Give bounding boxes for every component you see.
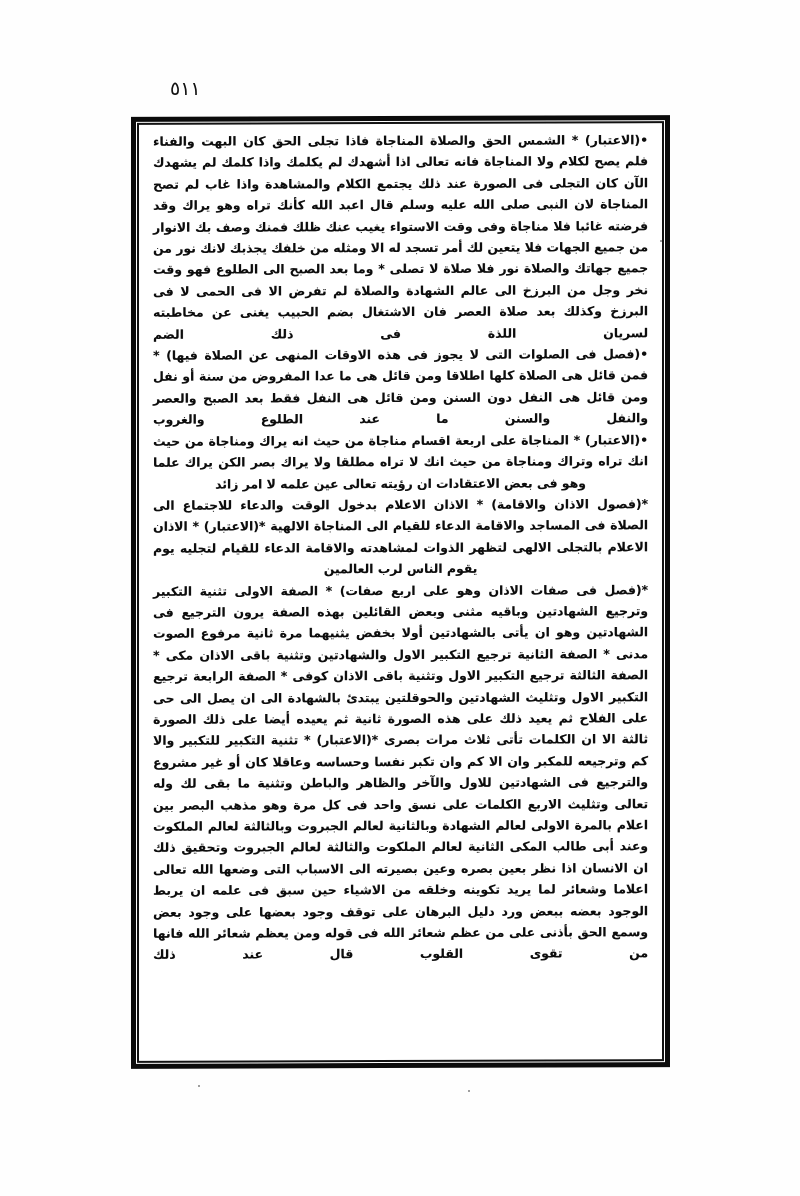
text-block: [146, 127, 655, 1057]
paragraph-al-itibar-munajat: •(الاعتبار) * المناجاة على اربعة اقسام مناجاة من حيث انه يراك ومناجاة من حيث انك تراه وتراك ومناجاة من حيث انك لا تراه مطلقا ولا يراك بصر الكن يراك علما وهو فى بعض الاعتقادات ان رؤيته تعالى عين علمه لا امر زائد: [153, 431, 648, 492]
paragraph-al-itibar-1: •(الاعتبار) * الشمس الحق والصلاة المناجاة فاذا تجلى الحق كان البهت والفناء فلم يصح لكلام ولا المناجاة فانه تعالى اذا أشهدك لم يكلمك واذا كلمك لم يشهدك الآن كان التجلى فى الصورة عند ذلك يجتمع الكلام والمشاهدة واذا غاب لم تصح المناجاة لان النبى صلى الله عليه وسلم قال اعبد الله كأنك تراه وهو يراك وقد فرضته غائبا فلا مناجاة وفى وقت الاستواء يغيب عنك ظلك فمنك وصف بك الانوار من جميع الجهات فلا يتعين لك أمر تسجد له الا ومثله من خلفك يجذبك لانك نور من جميع جهاتك والصلاة نور فلا صلاة لا تصلى * وما بعد الصبح الى الطلوع فهو وقت نخر وجل من البرزخ الى عالم الشهادة والصلاة لم تفرض الا فى الحمى لا فى البرزخ وكذلك بعد صلاة العصر فان الاشتغال بضم الحبيب يغنى عن مخاطبته لسريان اللذة فى ذلك الضم: [153, 132, 648, 342]
scan-speck: [468, 1090, 470, 1092]
paragraph-fusul-adhan-iqama: *(فصول الاذان والاقامة) * الاذان الاعلام بدخول الوقت والدعاء للاجتماع الى الصلاة فى المساجد والاقامة الدعاء للقيام الى المناجاة الالهية *(الاعتبار) * الاذان الاعلام بالتجلى الالهى لتظهر الذوات لمشاهدته والاقامة الدعاء للقيام لتجليه يوم يقوم الناس لرب العالمين: [153, 496, 648, 577]
paragraph-fasl-sifat-adhan: *(فصل فى صفات الاذان وهو على اربع صفات) * الصفة الاولى تثنية التكبير وترجيع الشهادتين وباقيه مثنى وبعض القائلين بهذه الصفة يرون الترجيع فى الشهادتين وهو ان يأتى بالشهادتين أولا بخفض يثنيهما مرة ثانية مرفوع الصوت مدنى * الصفة الثانية ترجيع التكبير الاول والشهادتين وتثنية باقى الاذان مكى * الصفة الثالثة ترجيع التكبير الاول وتثنية باقى الاذان كوفى * الصفة الرابعة ترجيع التكبير الاول وتثليث الشهادتين والحوقلتين يبتدئ بالشهادة الى ان يصل الى حى على الفلاح ثم يعيد ذلك على هذه الصورة ثانية ثم يعيده أيضا على ذلك الصورة ثالثة الا ان الكلمات تأتى ثلاث مرات بصرى *(الاعتبار) * تثنية التكبير للتكبير والا كم وترجيعه للمكبر وان الا كم وان تكبر نفسا وحساسه وعاقلا كان أو غير مشروع والترجيع فى الشهادتين للاول والآخر والظاهر والباطن وتثنية ما بقى لك وله تعالى وتثليث الاربع الكلمات على نسق واحد فى كل مرة وهو مذهب البصر بين اعلام بالمرة الاولى لعالم الشهادة وبالثانية لعالم الجبروت وبالثالثة لعالم الملكوت وعند أبى طالب المكى الثانية لعالم الملكوت والثالثة لعالم الجبروت وتحقيق ذلك ان الانسان اذا نظر بعين بصره وعين بصيرته الى الاسباب التى وضعها الله تعالى اعلاما وشعائر لما يريد تكوينه وخلقه من الاشياء حين سبق فى علمه ان يربط الوجود بعضه ببعض ورد دليل البرهان على توقف وجود بعضها على وجود بعض وسمع الحق بأذنى على من عظم شعائر الله فى قوله ومن يعظم شعائر الله فانها من تقوى القلوب قال عند ذلك: [153, 581, 648, 963]
paragraph-fasl-prohibited-times: •(فصل فى الصلوات التى لا يجوز فى هذه الاوقات المنهى عن الصلاة فيها) * فمن قائل هى الصلاة كلها اطلاقا ومن قائل هى ما عدا المفروض من سنة أو نفل ومن قائل هى النفل دون السنن ومن قائل هى النفل فقط بعد الصبح والعصر والنفل والسنن ما عند الطلوع والغروب: [153, 346, 648, 428]
scan-speck: [660, 240, 662, 242]
scan-speck: [198, 1085, 200, 1087]
folio-number: ٥١١: [170, 78, 201, 100]
